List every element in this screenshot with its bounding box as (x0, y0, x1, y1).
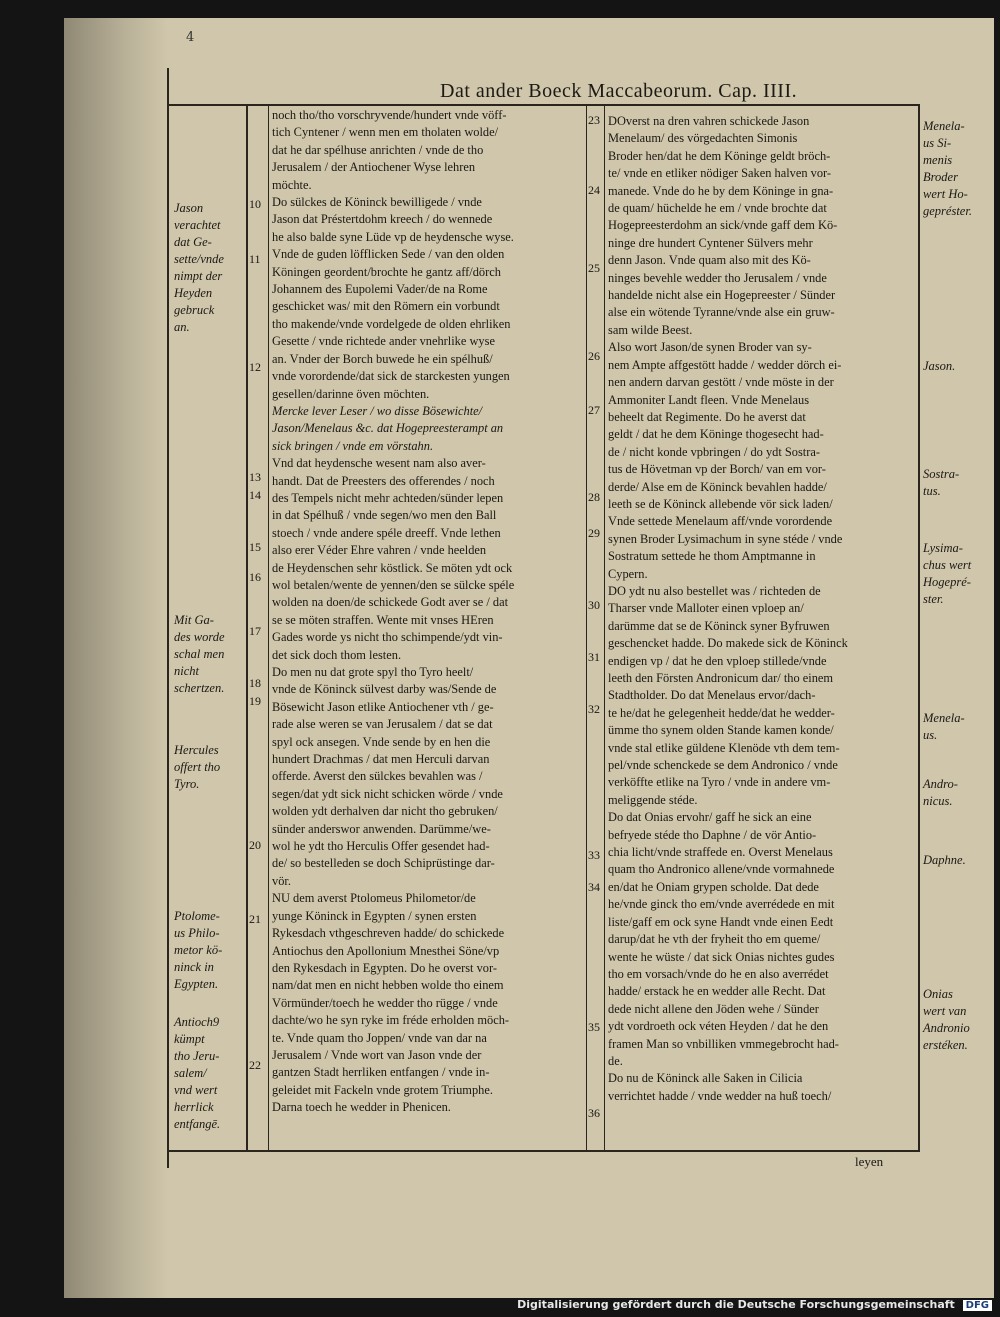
text-line: de Heydenschen sehr köstlick. Se möten ydt ock (272, 560, 513, 575)
text-line: vnde stal etlike güldene Klenöde vth dem tem- (608, 740, 840, 755)
gloss-line: wert van (923, 1004, 967, 1018)
text-line: handelde nicht alse ein Hogepreester / Sünder (608, 288, 836, 303)
text-line: meliggende stéde. (608, 792, 698, 807)
verse-number: 25 (588, 261, 600, 275)
text-line: ninge dre hundert Cyntener Sülvers mehr (608, 235, 813, 250)
gloss-line: herrlick (174, 1100, 214, 1114)
gloss-line: Menela- (923, 119, 965, 133)
verse-number: 12 (249, 360, 261, 374)
gloss-line: ster. (923, 592, 944, 606)
gloss-right-rule (918, 104, 920, 1152)
text-line: denn Jason. Vnde quam also mit des Kö- (608, 253, 811, 268)
text-line: Broder hen/dat he dem Köninge geldt bröch- (608, 148, 831, 163)
text-line: geschencket hadde. Do makede sick de Köninck (608, 636, 848, 651)
text-line: Do nu de Köninck alle Saken in Cilicia (608, 1071, 803, 1086)
verse-number: 14 (249, 488, 261, 502)
verse-number: 10 (249, 197, 261, 211)
gloss-line: Sostra- (923, 467, 960, 481)
verse-number: 15 (249, 540, 261, 554)
text-line: Mercke lever Leser / wo disse Bösewichte/ (272, 403, 483, 418)
gloss-line: gebruck (174, 303, 215, 317)
gloss-jason-right (923, 358, 955, 375)
gloss-line: us Philo- (174, 926, 220, 940)
gloss-lysimachus (923, 540, 971, 608)
verse-number: 33 (588, 848, 600, 862)
gloss-line: us. (923, 728, 938, 742)
gloss-line: salem/ (174, 1066, 207, 1080)
dfg-logo: DFG (963, 1300, 992, 1311)
text-line: Antiochus den Apollonium Mnesthei Söne/vp (272, 943, 500, 958)
gloss-line: sette/vnde (174, 252, 224, 266)
text-line: darümme dat se de Köninck syner Byfruwen (608, 618, 830, 633)
gloss-line: tho Jeru- (174, 1049, 220, 1063)
text-line: Vnd dat heydensche wesent nam also aver- (272, 456, 486, 471)
text-line: segen/dat ydt sick nicht schicken wörde / vnde (272, 786, 503, 801)
catchword: leyen (855, 1154, 884, 1169)
text-line: Do sülckes de Köninck bewilligede / vnde (272, 195, 482, 210)
text-line: hundert Drachmas / dat men Herculi darvan (272, 752, 490, 767)
gloss-line: wert Ho- (923, 187, 968, 201)
text-line: wol he ydt tho Herculis Offer gesendet had- (272, 839, 490, 854)
running-header: Dat ander Boeck Maccabeorum. Cap. IIII. (440, 80, 798, 102)
text-line: Jerusalem / Vnde wort van Jason vnde der (272, 1047, 482, 1062)
corner-mark: 4 (186, 30, 195, 45)
text-line: de quam/ hüchelde he em / vnde brochte dat (608, 201, 827, 216)
footer-rule (167, 1150, 920, 1152)
gloss-line: Lysima- (923, 541, 963, 555)
text-line: se se möten straffen. Wente mit vnses HEren (272, 612, 494, 627)
right-text-column (608, 113, 916, 1105)
verse-number: 22 (249, 1058, 261, 1072)
text-line: Rykesdach vthgeschreven hadde/ do schickede (272, 926, 505, 941)
mid-left-rule (586, 104, 587, 1152)
text-line: nen andern darvan gestött / vnde möste in der (608, 375, 834, 390)
text-line: hadde/ erstack he en wedder alle Recht. Dat (608, 984, 826, 999)
text-line: vör. (272, 873, 291, 888)
text-line: gantzen Stadt herrliken entfangen / vnde in- (272, 1065, 490, 1080)
text-line: de. (608, 1053, 623, 1068)
text-left-rule (268, 104, 269, 1152)
gloss-line: menis (923, 153, 953, 167)
text-line: sick bringen / vnde em vörstahn. (272, 438, 434, 453)
gloss-line: Ptolome- (174, 909, 220, 923)
text-line: Gades worde ys nicht tho schimpende/ydt vin- (272, 630, 503, 645)
text-line: endigen vp / dat he den vploep stillede/vnde (608, 653, 827, 668)
gloss-line: Broder (923, 170, 958, 184)
text-line: darup/dat he vth der fryheit tho em queme/ (608, 932, 821, 947)
gloss-line: Onias (923, 987, 953, 1001)
text-line: alse ein wötende Tyranne/vnde alse ein gruw- (608, 305, 835, 320)
text-line: geschicket was/ mit den Römern ein vorbundt (272, 299, 500, 314)
gloss-line: Hogepré- (923, 575, 971, 589)
text-line: Ammoniter Landt fleen. Vnde Menelaus (608, 392, 810, 407)
gloss-andronicus (923, 776, 958, 810)
gloss-line: Tyro. (174, 777, 200, 791)
text-line: liste/gaff em ock syne Handt vnde einen Eedt (608, 914, 834, 929)
verse-number: 31 (588, 650, 600, 664)
gloss-line: Daphne. (923, 853, 966, 867)
gloss-ptolomeus (174, 908, 222, 993)
gloss-daphne (923, 852, 966, 869)
text-line: NU dem averst Ptolomeus Philometor/de (272, 891, 476, 906)
mid-right-rule (604, 104, 605, 1152)
text-line: Vnde settede Menelaum aff/vnde vorordende (608, 514, 833, 529)
text-line: te/ vnde en etliker nödiger Saken halven vor- (608, 166, 832, 181)
verse-number: 29 (588, 526, 600, 540)
gloss-line: ninck in (174, 960, 214, 974)
text-line: verköffte etlike na Tyro / vnde in andere vm- (608, 775, 831, 790)
text-line: yunge Köninck in Egypten / synen ersten (272, 908, 477, 923)
verse-number: 23 (588, 113, 600, 127)
gloss-line: nicht (174, 664, 199, 678)
verse-number: 36 (588, 1106, 600, 1120)
gloss-line: erstéken. (923, 1038, 968, 1052)
text-line: ninges bevehle wedder tho Jerusalem / vnde (608, 270, 827, 285)
text-line: te he/dat he gelegenheit hedde/dat he wedder- (608, 705, 835, 720)
gloss-line: verachtet (174, 218, 221, 232)
text-line: vnde de Köninck sülvest darby was/Sende de (272, 682, 497, 697)
text-line: geldt / dat he dem Köninge thogesecht had- (608, 427, 824, 442)
text-line: wolden na doen/de schickede Godt aver se / dat (272, 595, 509, 610)
text-line: offerde. Averst den sülckes bevahlen was / (272, 769, 483, 784)
text-line: dat he dar spélhuse anrichten / vnde de tho (272, 142, 484, 157)
text-line: ümme tho synem olden Stande kamen konde/ (608, 723, 834, 738)
text-line: Jerusalem / der Antiochener Wyse lehren (272, 160, 476, 175)
text-line: leeth den Försten Andronicum dar/ tho einem (608, 671, 834, 685)
text-line: Gesette / vnde richtede ander vnehrlike wyse (272, 334, 495, 349)
gloss-line: Jason (174, 201, 204, 215)
text-line: rade alse weren se van Jerusalem / dat se dat (272, 717, 493, 732)
gloss-antiochus (174, 1014, 220, 1133)
gloss-line: kümpt (174, 1032, 205, 1046)
text-line: framen Man so vnbilliken vmmegebrocht had- (608, 1036, 839, 1051)
text-line: Vörmünder/toech he wedder tho rügge / vnde (272, 995, 498, 1010)
text-line: handt. Dat de Preesters des offerendes / noch (272, 473, 495, 488)
digitization-credit (517, 1298, 992, 1311)
text-line: dede nicht allene den Jöden wehe / Sünder (608, 1001, 819, 1016)
text-line: tich Cyntener / wenn men em tholaten wolde/ (272, 125, 499, 140)
text-line: pel/vnde schenckede se dem Andronico / vnde (608, 758, 838, 773)
text-line: vnde vorordende/dat sick de starckesten yungen (272, 369, 510, 384)
verse-number: 18 (249, 676, 261, 690)
gloss-line: schal men (174, 647, 225, 661)
text-line: leeth se de Köninck allebende vör sick laden/ (608, 496, 833, 511)
text-line: tus de Hövetman vp der Borch/ van em vor- (608, 462, 826, 477)
verse-number: 34 (588, 880, 600, 894)
text-line: Köningen geordent/brochte he gantz aff/dörch (272, 264, 501, 279)
text-line: gesellen/darinne öven möchten. (272, 386, 430, 401)
gloss-hercules (174, 742, 220, 793)
gloss-line: Menela- (923, 711, 965, 725)
gloss-line: us Si- (923, 136, 952, 150)
text-line: Hogepreesterdohm an sick/vnde gaff dem Kö- (608, 218, 838, 233)
text-line: dachte/wo he syn ryke im fréde erholden möch- (272, 1013, 510, 1028)
credit-text: Digitalisierung gefördert durch die Deutsche Forschungsgemeinschaft (517, 1298, 955, 1311)
text-line: de/ so bestelleden se doch Schiprüstinge dar- (272, 856, 495, 871)
text-line: en/dat he Oniam grypen scholde. Dat dede (608, 879, 819, 894)
verse-number: 27 (588, 403, 600, 417)
text-line: befryede stéde tho Daphne / de vör Antio- (608, 827, 817, 842)
gloss-line: schertzen. (174, 681, 225, 695)
text-line: Vnde de guden löfflicken Sede / van den olden (272, 247, 505, 262)
text-line: wol betalen/wente de yennen/den se sülcke spéle (272, 577, 515, 592)
verse-number: 13 (249, 470, 261, 484)
text-line: beheelt dat Regimente. Do he averst dat (608, 409, 806, 424)
verse-number: 28 (588, 490, 600, 504)
text-line: an. Vnder der Borch buwede he ein spélhuß/ (272, 351, 493, 366)
gloss-line: an. (174, 320, 190, 334)
text-line: manede. Vnde do he by dem Köninge in gna- (608, 183, 834, 198)
text-line: chia licht/vnde straffede en. Overst Menelaus (608, 845, 833, 860)
verse-number: 21 (249, 912, 261, 926)
text-line: quam tho Andronico allene/vnde vormahnede (608, 862, 835, 877)
verse-number: 24 (588, 183, 600, 197)
text-line: wolden ydt derhalven dar nicht tho gebruken/ (272, 804, 498, 819)
text-line: Sostratum settede he thom Amptmanne in (608, 549, 816, 564)
text-line: stoech / vnde andere spéle dreeff. Vnde lethen (272, 525, 501, 540)
text-line: ydt vordroeth ock véten Heyden / dat he den (608, 1019, 829, 1034)
text-line: verrichtet hadde / vnde wedder na huß toech/ (608, 1088, 832, 1103)
text-line: in dat Spélhuß / vnde segen/wo men den Ball (272, 508, 497, 523)
text-line: Menelaum/ des vörgedachten Simonis (608, 131, 798, 146)
text-line: Tharser vnde Malloter einen vploep an/ (608, 601, 804, 616)
gloss-line: gepréster. (923, 204, 972, 218)
gloss-mit-gades-worde (174, 612, 225, 697)
verse-number: 17 (249, 624, 261, 638)
text-line: also erer Véder Ehre vahren / vnde heelden (272, 543, 487, 558)
gloss-line: entfangē. (174, 1117, 221, 1131)
left-text-column (272, 107, 584, 1117)
text-line: synen Broder Lysimachum in syne stéde / vnde (608, 531, 843, 546)
gloss-line: metor kö- (174, 943, 223, 957)
gloss-line: offert tho (174, 760, 221, 774)
text-line: Bösewicht Jason etlike Antiochener vth / ge- (272, 699, 494, 714)
text-line: he/vnde ginck tho em/vnde averrédede en mit (608, 897, 835, 912)
gloss-line: dat Ge- (174, 235, 212, 249)
text-line: de / nicht konde vpbringen / do ydt Sostra- (608, 444, 820, 459)
gloss-line: nicus. (923, 794, 953, 808)
verse-number: 30 (588, 598, 600, 612)
gloss-line: Mit Ga- (174, 613, 214, 627)
gloss-line: Jason. (923, 359, 956, 373)
text-line: Johannem des Eupolemi Vader/de na Rome (272, 282, 488, 297)
text-line: Darna toech he wedder in Phenicen. (272, 1100, 451, 1115)
header-rule (167, 104, 920, 106)
gloss-jason-verachtet (174, 200, 224, 336)
gloss-line: Egypten. (174, 977, 219, 991)
verse-number: 19 (249, 694, 261, 708)
text-line: des Tempels nicht mehr achteden/sünder lepen (272, 490, 504, 505)
text-line: Do dat Onias ervohr/ gaff he sick an eine (608, 810, 812, 825)
text-line: Jason dat Préstertdohm kreech / do wennede (272, 212, 493, 227)
gloss-line: nimpt der (174, 269, 223, 283)
verse-number: 32 (588, 702, 600, 716)
text-line: he also balde syne Lüde vp de heydensche wyse. (272, 229, 514, 244)
verse-number: 11 (249, 252, 261, 266)
verse-number: 26 (588, 349, 600, 363)
text-line: tho makende/vnde vordelgede de olden ehrliken (272, 316, 511, 331)
verse-number: 35 (588, 1020, 600, 1034)
text-line: sam wilde Beest. (608, 322, 693, 337)
gloss-line: tus. (923, 484, 941, 498)
text-line: Cypern. (608, 566, 648, 581)
gloss-line: Andro- (923, 777, 958, 791)
verse-number: 20 (249, 838, 261, 852)
outer-left-rule (167, 68, 169, 1168)
text-line: nam/dat men en nicht hebben wolde tho einem (272, 978, 504, 993)
page-fold-shadow (64, 18, 168, 1298)
text-line: Do men nu dat grote spyl tho Tyro heelt/ (272, 665, 474, 679)
text-line: möchte. (272, 177, 312, 192)
text-line: DOverst na dren vahren schickede Jason (608, 114, 810, 128)
gloss-line: des worde (174, 630, 225, 644)
gloss-onias (923, 986, 970, 1054)
text-line: Stadtholder. Do dat Menelaus ervor/dach- (608, 688, 816, 703)
text-line: nem Ampte affgestött hadde / wedder dörch ei- (608, 357, 842, 372)
text-line: noch tho/tho vorschryvende/hundert vnde vöff- (272, 108, 507, 122)
text-line: te. Vnde quam tho Joppen/ vnde van dar na (272, 1030, 487, 1045)
text-line: geleidet mit Fackeln vnde grotem Triumphe. (272, 1082, 493, 1097)
text-line: det sick doch thom lesten. (272, 647, 402, 662)
text-line: sünder anderswor anwenden. Darümme/we- (272, 821, 491, 836)
text-line: Jason/Menelaus &c. dat Hogepreesterampt an (272, 421, 504, 436)
text-line: den Rykesdach in Egypten. Do he overst vor- (272, 960, 497, 975)
text-line: DO ydt nu also bestellet was / richteden de (608, 583, 821, 598)
gloss-line: vnd wert (174, 1083, 218, 1097)
gloss-line: Antioch9 (174, 1015, 220, 1029)
text-line: derde/ Alse em de Köninck bevahlen hadde/ (608, 479, 827, 494)
gloss-line: Heyden (174, 286, 213, 300)
verse-number: 16 (249, 570, 261, 584)
gloss-left-rule (246, 104, 248, 1152)
gloss-menelaus-simonis (923, 118, 972, 220)
text-line: wente he wüste / dat sick Onias nichtes gudes (608, 949, 835, 964)
gloss-sostratus (923, 466, 959, 500)
gloss-line: Andronio (923, 1021, 970, 1035)
text-line: Also wort Jason/de synen Broder van sy- (608, 340, 812, 355)
gloss-menelaus-2 (923, 710, 965, 744)
gloss-line: Hercules (174, 743, 219, 757)
gloss-line: chus wert (923, 558, 972, 572)
text-line: spyl ock ansegen. Vnde sende by en hen die (272, 734, 491, 749)
text-line: tho em vorsach/vnde do he en also averrédet (608, 966, 829, 981)
